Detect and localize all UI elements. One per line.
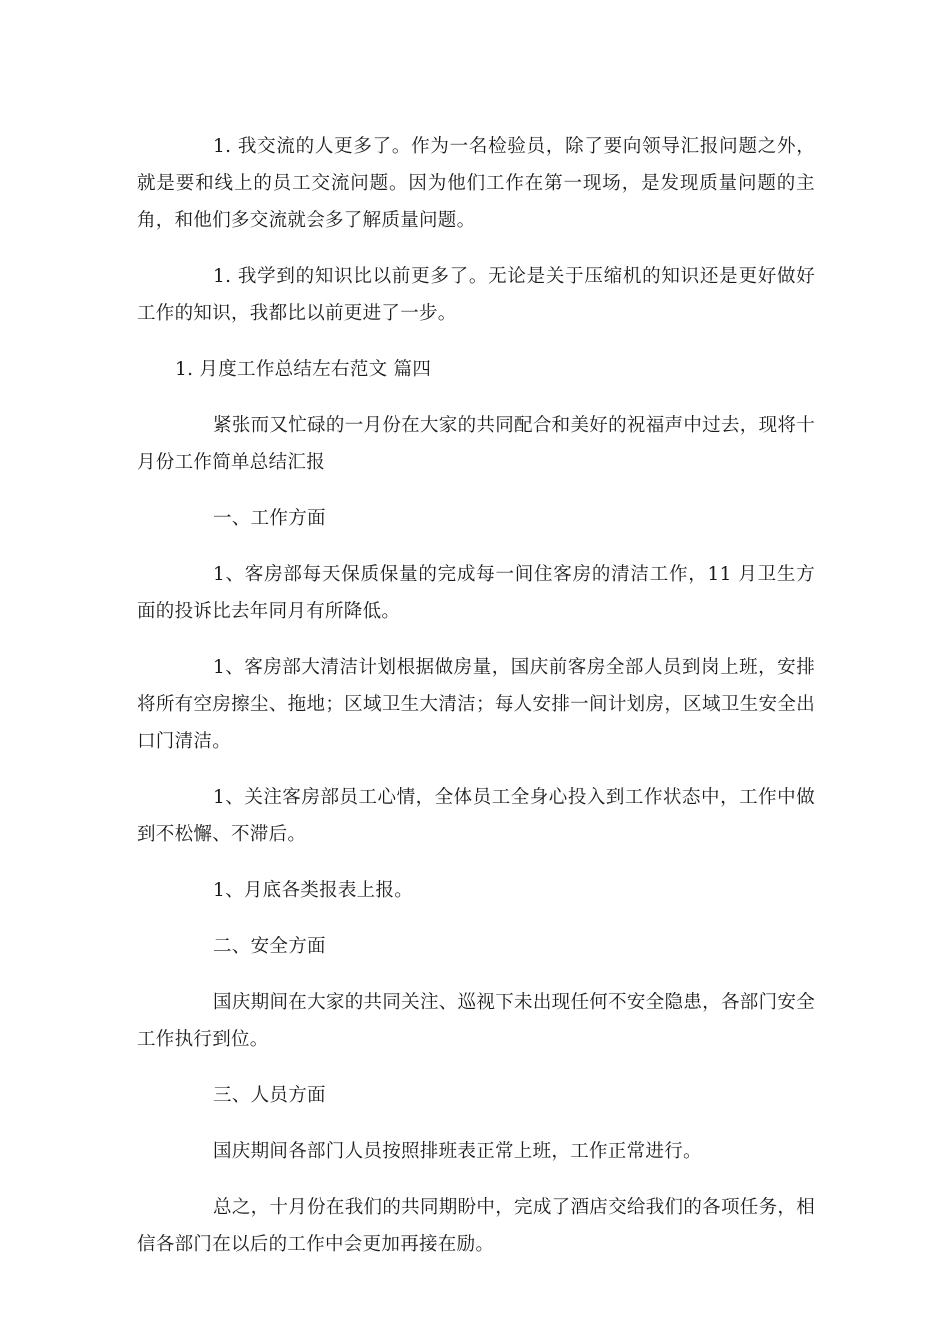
paragraph-communication: 1. 我交流的人更多了。作为一名检验员，除了要向领导汇报问题之外，就是要和线上的员工交流问题。因为他们工作在第一现场，是发现质量问题的主角，和他们多交流就会多了解质量问题。 xyxy=(137,136,815,231)
paragraph-staff: 国庆期间各部门人员按照排班表正常上班，工作正常进行。 xyxy=(213,1141,702,1162)
heading-safety: 二、安全方面 xyxy=(213,936,326,957)
paragraph-work-item-2: 1、客房部大清洁计划根据做房量，国庆前客房全部人员到岗上班，安排将所有空房擦尘、拖地；区域卫生大清洁；每人安排一间计划房，区域卫生安全出口门清洁。 xyxy=(137,657,815,752)
heading-staff: 三、人员方面 xyxy=(213,1085,326,1106)
paragraph-conclusion: 总之，十月份在我们的共同期盼中，完成了酒店交给我们的各项任务，相信各部门在以后的工作中会更加再接在励。 xyxy=(137,1197,815,1255)
heading-work: 一、工作方面 xyxy=(213,508,326,529)
paragraph-safety: 国庆期间在大家的共同关注、巡视下未出现任何不安全隐患，各部门安全工作执行到位。 xyxy=(137,992,815,1050)
paragraph-work-item-4: 1、月底各类报表上报。 xyxy=(213,880,414,901)
paragraph-knowledge: 1. 我学到的知识比以前更多了。无论是关于压缩机的知识还是更好做好工作的知识，我都比以前更进了一步。 xyxy=(137,266,815,324)
paragraph-work-item-1: 1、客房部每天保质保量的完成每一间住客房的清洁工作，11 月卫生方面的投诉比去年同月有所降低。 xyxy=(137,564,815,622)
paragraph-intro: 紧张而又忙碌的一月份在大家的共同配合和美好的祝福声中过去，现将十月份工作简单总结汇报 xyxy=(137,415,815,473)
section-title-part-four: 1. 月度工作总结左右范文 篇四 xyxy=(175,359,432,380)
document-body xyxy=(137,128,815,1282)
paragraph-work-item-3: 1、关注客房部员工心情，全体员工全身心投入到工作状态中，工作中做到不松懈、不滞后。 xyxy=(137,787,815,845)
